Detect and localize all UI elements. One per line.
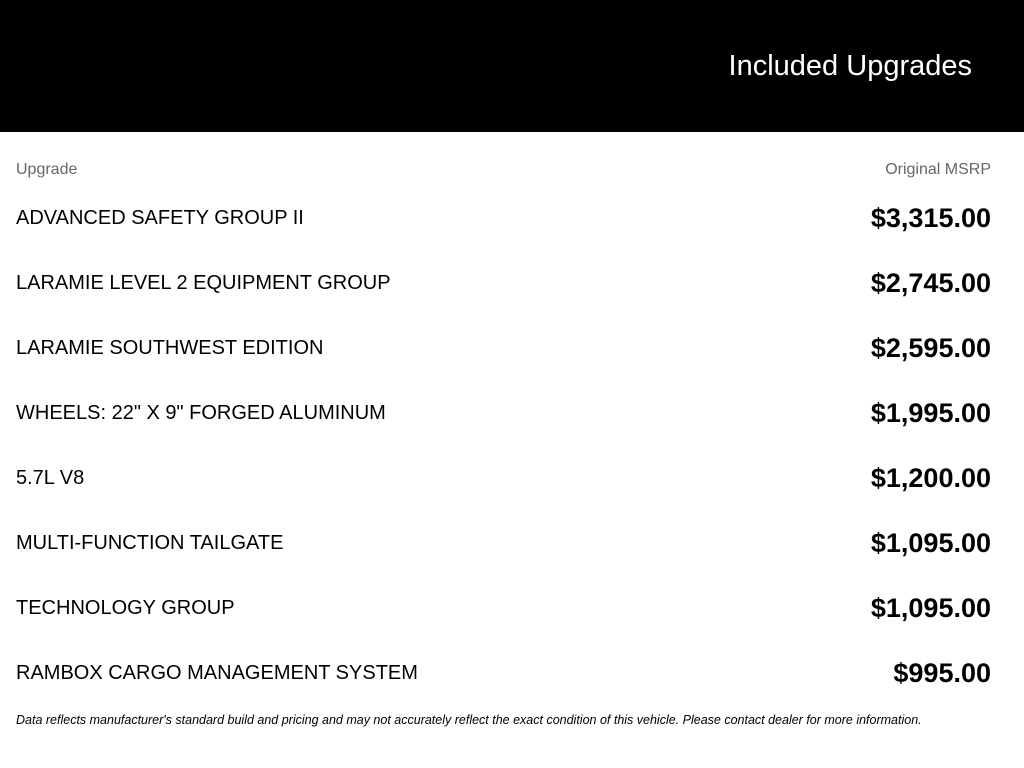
- upgrade-price: $2,595.00: [870, 333, 991, 363]
- upgrades-list: [16, 186, 991, 706]
- upgrade-price: $1,095.00: [870, 528, 991, 558]
- upgrade-row: [16, 251, 991, 316]
- msrp-column-header: Original MSRP: [885, 161, 991, 178]
- upgrade-price: $2,745.00: [870, 268, 991, 298]
- upgrade-name: RAMBOX CARGO MANAGEMENT SYSTEM: [16, 662, 418, 684]
- page-title: Included Upgrades: [728, 50, 972, 82]
- upgrade-row: [16, 316, 991, 381]
- upgrade-row: [16, 576, 991, 641]
- upgrade-price: $1,200.00: [870, 463, 991, 493]
- upgrade-name: TECHNOLOGY GROUP: [16, 597, 235, 619]
- upgrade-row: [16, 381, 991, 446]
- upgrade-column-header: Upgrade: [16, 161, 78, 178]
- upgrade-name: LARAMIE LEVEL 2 EQUIPMENT GROUP: [16, 272, 391, 294]
- upgrade-name: MULTI-FUNCTION TAILGATE: [16, 532, 284, 554]
- header-bar: [0, 0, 1024, 132]
- disclaimer-text: Data reflects manufacturer's standard build and pricing and may not accurately reflect the exact condition of this vehicle. Please contact dealer for more information.: [16, 713, 922, 727]
- upgrade-price: $995.00: [893, 658, 991, 688]
- upgrade-name: WHEELS: 22" X 9" FORGED ALUMINUM: [16, 402, 386, 424]
- upgrade-price: $1,995.00: [870, 398, 991, 428]
- upgrade-row: [16, 641, 991, 706]
- upgrade-name: LARAMIE SOUTHWEST EDITION: [16, 337, 324, 359]
- upgrade-row: [16, 511, 991, 576]
- upgrade-row: [16, 446, 991, 511]
- upgrade-name: ADVANCED SAFETY GROUP II: [16, 207, 304, 229]
- upgrade-name: 5.7L V8: [16, 467, 85, 489]
- upgrade-price: $3,315.00: [870, 203, 991, 233]
- upgrade-row: [16, 186, 991, 251]
- upgrade-price: $1,095.00: [870, 593, 991, 623]
